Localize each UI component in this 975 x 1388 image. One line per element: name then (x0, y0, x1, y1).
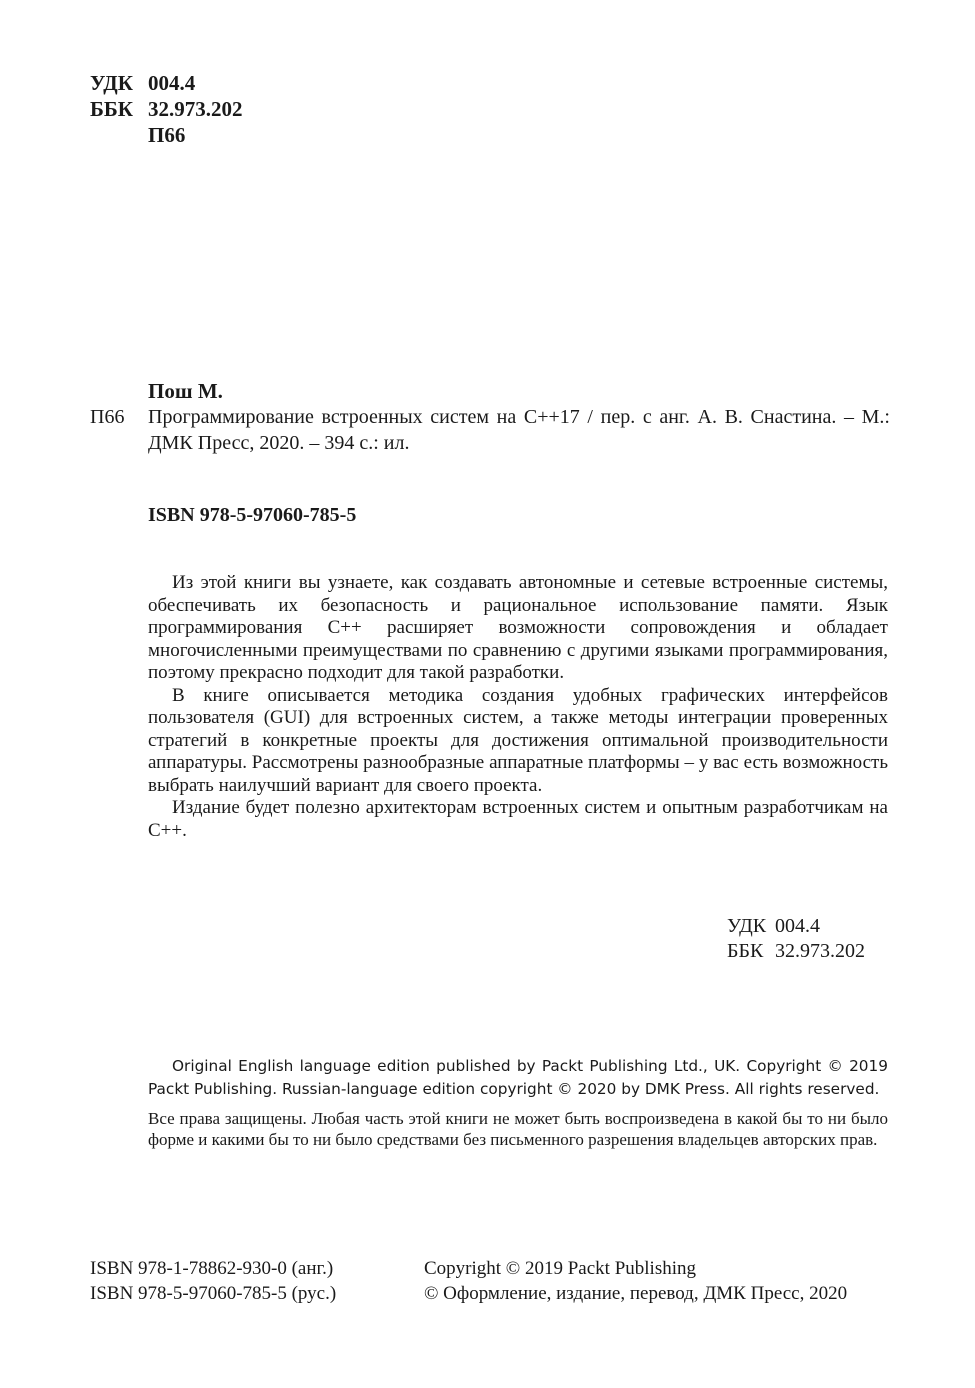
bibliographic-description: Программирование встроенных систем на C++17 / пер. с анг. А. В. Снастина. – М.: ДМК Пресс, 2020. – 394 с.: ил. (148, 406, 890, 454)
udk-value: 004.4 (148, 71, 196, 95)
classification-codes-right (727, 914, 865, 964)
annotation-paragraph: Издание будет полезно архитекторам встроенных систем и опытным разработчикам на C++. (148, 797, 888, 841)
original-edition-text: Original English language edition published by Packt Publishing Ltd., UK. Copyright © 2019 Packt Publishing. Russian-language edition copyright © 2020 by DMK Press. All rights reserved. (148, 1057, 888, 1098)
isbn-main: ISBN 978-5-97060-785-5 (148, 504, 357, 526)
original-edition-notice (148, 1055, 888, 1101)
annotation-paragraph: Из этой книги вы узнаете, как создавать автономные и сетевые встроенные системы, обеспечивать их безопасность и рациональное использование памяти. Язык программирования C++ расширяет возможности сопровождения и обладает многочисленными преимуществами по сравнению с другими языками программирования, поэтому прекрасно подходит для такой разработки. (148, 572, 888, 683)
classification-codes-header (90, 70, 243, 148)
author-sign-row (90, 122, 243, 148)
udk-label-right: УДК (727, 915, 767, 937)
author-sign: П66 (148, 123, 186, 147)
isbn-russian: ISBN 978-5-97060-785-5 (рус.) (90, 1283, 337, 1304)
bibliographic-record (90, 404, 890, 456)
isbn-list (90, 1256, 336, 1306)
bbk-label-right: ББК (727, 940, 764, 962)
annotation-paragraph: В книге описывается методика создания удобных графических интерфейсов пользователя (GUI) для встроенных систем, а также методы интеграции проверенных стратегий в конкретные проекты для достижения оптимальной производительности аппаратуры. Рассмотрены разнообразные аппаратные платформы – у вас есть возможность выбрать наилучший вариант для своего проекта. (148, 684, 888, 796)
isbn-english: ISBN 978-1-78862-930-0 (анг.) (90, 1258, 334, 1279)
copyright-dmk: © Оформление, издание, перевод, ДМК Пресс, 2020 (424, 1283, 848, 1304)
rights-notice (148, 1108, 888, 1150)
bbk-label: ББК (90, 97, 133, 121)
udk-row (90, 70, 243, 96)
rights-notice-text: Все права защищены. Любая часть этой книги не может быть воспроизведена в какой бы то ни было форме и какими бы то ни было средствами без письменного разрешения владельцев авторских прав. (148, 1109, 888, 1149)
copyright-packt: Copyright © 2019 Packt Publishing (424, 1258, 697, 1279)
bibliographic-code: П66 (90, 406, 125, 428)
bbk-value: 32.973.202 (148, 97, 243, 121)
udk-value-right: 004.4 (775, 915, 820, 937)
udk-label: УДК (90, 71, 133, 95)
author-name: Пош М. (148, 379, 223, 403)
udk-row-right (727, 914, 865, 939)
bbk-row-right (727, 939, 865, 964)
copyright-list (424, 1256, 847, 1306)
bbk-row (90, 96, 243, 122)
annotation (148, 572, 888, 842)
bbk-value-right: 32.973.202 (775, 940, 865, 962)
